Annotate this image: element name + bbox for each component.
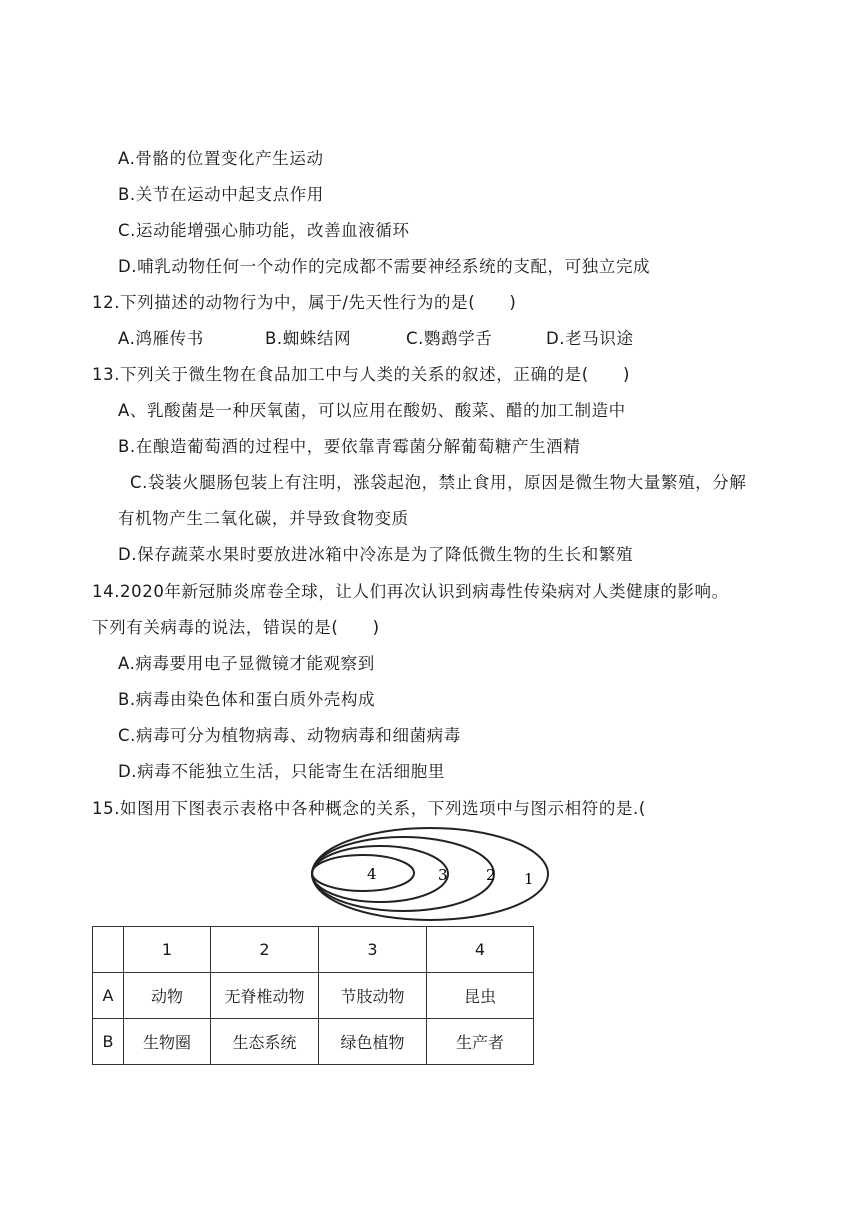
table-header-cell: 4 xyxy=(427,927,534,973)
q13-option-c-line2: 有机物产生二氧化碳，并导致食物变质 xyxy=(118,509,409,528)
table-row-label: A xyxy=(93,973,124,1019)
q14-option-a: A.病毒要用电子显微镜才能观察到 xyxy=(118,654,375,673)
ellipse-1 xyxy=(312,828,548,920)
q12-options xyxy=(0,327,860,351)
q13-option-b: B.在酿造葡萄酒的过程中，要依靠青霉菌分解葡萄糖产生酒精 xyxy=(118,437,581,456)
ellipse-4 xyxy=(312,855,414,891)
q14-option-b: B.病毒由染色体和蛋白质外壳构成 xyxy=(118,690,376,709)
q14-option-d: D.病毒不能独立生活，只能寄生在活细胞里 xyxy=(118,762,445,781)
ellipse-label-4: 4 xyxy=(367,865,377,883)
q11-option-d: D.哺乳动物任何一个动作的完成都不需要神经系统的支配，可独立完成 xyxy=(118,257,651,276)
table-header-cell: 1 xyxy=(124,927,211,973)
q12-option-c: C.鹦鹉学舌 xyxy=(406,329,493,348)
table-cell: 生产者 xyxy=(427,1019,534,1065)
question-14-line2: 下列有关病毒的说法，错误的是( ) xyxy=(92,618,380,637)
table-header-cell xyxy=(93,927,124,973)
ellipse-label-1: 1 xyxy=(524,870,534,888)
concept-table xyxy=(92,926,534,1065)
table-cell: 无脊椎动物 xyxy=(211,973,319,1019)
table-cell: 节肢动物 xyxy=(319,973,427,1019)
question-12: 12.下列描述的动物行为中，属于/先天性行为的是( ) xyxy=(92,293,517,312)
question-14-line1: 14.2020年新冠肺炎席卷全球，让人们再次认识到病毒性传染病对人类健康的影响。 xyxy=(92,582,729,601)
table-row xyxy=(93,973,534,1019)
table-cell: 绿色植物 xyxy=(319,1019,427,1065)
question-15: 15.如图用下图表示表格中各种概念的关系，下列选项中与图示相符的是.( xyxy=(92,799,646,818)
table-cell: 昆虫 xyxy=(427,973,534,1019)
table-cell: 生物圈 xyxy=(124,1019,211,1065)
table-header-row xyxy=(93,927,534,973)
q13-option-d: D.保存蔬菜水果时要放进冰箱中冷冻是为了降低微生物的生长和繁殖 xyxy=(118,545,634,564)
q11-option-a: A.骨骼的位置变化产生运动 xyxy=(118,149,324,168)
q11-option-c: C.运动能增强心肺功能，改善血液循环 xyxy=(118,221,410,240)
q14-option-c: C.病毒可分为植物病毒、动物病毒和细菌病毒 xyxy=(118,726,461,745)
table-header-cell: 3 xyxy=(319,927,427,973)
q12-option-d: D.老马识途 xyxy=(546,329,634,348)
table-row-label: B xyxy=(93,1019,124,1065)
ellipse-label-2: 2 xyxy=(486,866,496,884)
table-cell: 生态系统 xyxy=(211,1019,319,1065)
table-row xyxy=(93,1019,534,1065)
q12-option-b: B.蜘蛛结网 xyxy=(265,329,352,348)
ellipse-label-3: 3 xyxy=(438,866,448,884)
q13-option-a: A、乳酸菌是一种厌氧菌，可以应用在酸奶、酸菜、醋的加工制造中 xyxy=(118,401,626,420)
q13-option-c-line1: C.袋装火腿肠包装上有注明，涨袋起泡，禁止食用，原因是微生物大量繁殖，分解 xyxy=(130,473,747,492)
question-13: 13.下列关于微生物在食品加工中与人类的关系的叙述，正确的是( ) xyxy=(92,365,631,384)
q12-option-a: A.鸿雁传书 xyxy=(118,329,204,348)
table-header-cell: 2 xyxy=(211,927,319,973)
table-cell: 动物 xyxy=(124,973,211,1019)
q11-option-b: B.关节在运动中起支点作用 xyxy=(118,185,324,204)
ellipse-3 xyxy=(312,846,448,902)
concept-ellipse-diagram xyxy=(308,826,552,924)
